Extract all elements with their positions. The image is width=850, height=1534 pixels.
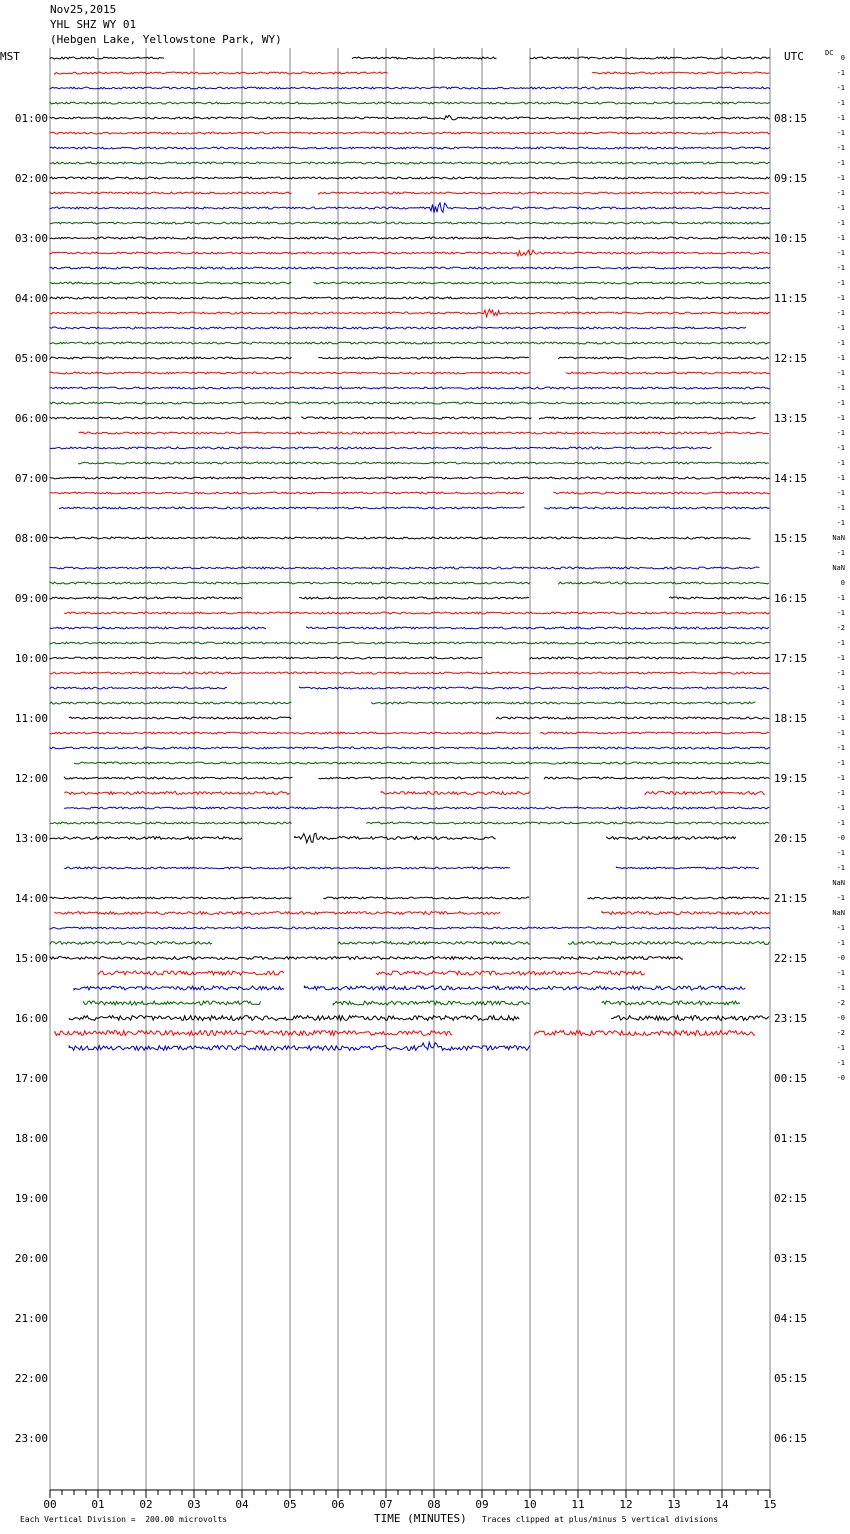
dc-offset-value: -1 bbox=[836, 114, 845, 122]
dc-offset-value: -1 bbox=[836, 354, 845, 362]
trace-line bbox=[50, 162, 770, 164]
trace-line bbox=[50, 537, 751, 539]
x-tick-label: 07 bbox=[379, 1498, 393, 1511]
x-tick-label: 13 bbox=[667, 1498, 681, 1511]
x-tick-label: 03 bbox=[187, 1498, 201, 1511]
left-hour-label: 08:00 bbox=[14, 532, 48, 545]
trace-line bbox=[319, 777, 529, 779]
trace-line bbox=[60, 507, 525, 509]
trace-line bbox=[50, 102, 770, 104]
trace-line bbox=[295, 833, 496, 843]
trace-line bbox=[588, 897, 770, 899]
dc-offset-value: -1 bbox=[836, 609, 845, 617]
dc-offset-value: -1 bbox=[836, 459, 845, 467]
left-hour-label: 01:00 bbox=[14, 112, 48, 125]
trace-line bbox=[602, 912, 770, 915]
right-hour-label: 17:15 bbox=[774, 652, 808, 665]
dc-offset-value: -0 bbox=[836, 1014, 845, 1022]
dc-offset-value: -1 bbox=[836, 504, 845, 512]
right-hour-label: 01:15 bbox=[774, 1132, 808, 1145]
trace-line bbox=[304, 986, 745, 990]
dc-offset-value: -1 bbox=[836, 489, 845, 497]
trace-line bbox=[50, 822, 292, 824]
dc-offset-value: -1 bbox=[836, 789, 845, 797]
trace-line bbox=[69, 1042, 530, 1050]
right-hour-label: 00:15 bbox=[774, 1072, 808, 1085]
left-hour-label: 07:00 bbox=[14, 472, 48, 485]
dc-offset-value: -1 bbox=[836, 369, 845, 377]
dc-offset-value: -1 bbox=[836, 159, 845, 167]
right-hour-label: 12:15 bbox=[774, 352, 808, 365]
dc-offset-value: -1 bbox=[836, 759, 845, 767]
trace-line bbox=[79, 462, 769, 464]
dc-offset-value: NaN bbox=[832, 909, 845, 917]
dc-offset-value: -1 bbox=[836, 924, 845, 932]
x-tick-label: 08 bbox=[427, 1498, 441, 1511]
trace-line bbox=[324, 897, 529, 899]
dc-offset-value: NaN bbox=[832, 534, 845, 542]
trace-line bbox=[50, 477, 770, 479]
left-hour-label: 20:00 bbox=[14, 1252, 48, 1265]
dc-offset-value: -1 bbox=[836, 684, 845, 692]
trace-line bbox=[50, 447, 712, 449]
x-tick-label: 00 bbox=[43, 1498, 57, 1511]
left-hour-label: 12:00 bbox=[14, 772, 48, 785]
trace-line bbox=[559, 357, 769, 359]
x-tick-label: 04 bbox=[235, 1498, 249, 1511]
trace-line bbox=[50, 357, 292, 359]
trace-line bbox=[612, 1016, 770, 1021]
dc-offset-value: -1 bbox=[836, 219, 845, 227]
dc-offset-value: -1 bbox=[836, 189, 845, 197]
trace-line bbox=[50, 402, 770, 404]
right-hour-label: 06:15 bbox=[774, 1432, 808, 1445]
dc-offset-value: -2 bbox=[836, 1029, 845, 1037]
dc-offset-value: -1 bbox=[836, 99, 845, 107]
trace-line bbox=[50, 222, 770, 224]
left-hour-label: 05:00 bbox=[14, 352, 48, 365]
clip-note: Traces clipped at plus/minus 5 vertical divisions bbox=[482, 1515, 719, 1524]
dc-offset-value: -1 bbox=[836, 324, 845, 332]
trace-line bbox=[50, 942, 212, 945]
dc-offset-value: -1 bbox=[836, 294, 845, 302]
trace-line bbox=[307, 627, 769, 629]
trace-line bbox=[530, 657, 770, 659]
trace-line bbox=[55, 912, 501, 915]
left-hour-label: 23:00 bbox=[14, 1432, 48, 1445]
left-hour-label: 14:00 bbox=[14, 892, 48, 905]
dc-offset-value: -1 bbox=[836, 1059, 845, 1067]
dc-offset-value: -1 bbox=[836, 129, 845, 137]
trace-line bbox=[381, 792, 530, 795]
dc-offset-value: NaN bbox=[832, 879, 845, 887]
left-hour-label: 19:00 bbox=[14, 1192, 48, 1205]
trace-line bbox=[352, 57, 496, 59]
trace-line bbox=[50, 115, 770, 120]
trace-line bbox=[50, 203, 770, 213]
right-hour-label: 21:15 bbox=[774, 892, 808, 905]
left-hour-label: 06:00 bbox=[14, 412, 48, 425]
dc-offset-value: -1 bbox=[836, 444, 845, 452]
x-axis bbox=[43, 1490, 776, 1511]
trace-line bbox=[669, 597, 770, 599]
x-tick-label: 10 bbox=[523, 1498, 537, 1511]
dc-offset-value: -1 bbox=[836, 234, 845, 242]
trace-line bbox=[50, 747, 770, 749]
left-hour-label: 17:00 bbox=[14, 1072, 48, 1085]
right-axis-label: UTC bbox=[784, 50, 804, 63]
left-hour-label: 18:00 bbox=[14, 1132, 48, 1145]
dc-offset-value: -1 bbox=[836, 309, 845, 317]
trace-line bbox=[69, 717, 291, 719]
trace-line bbox=[602, 1001, 740, 1005]
trace-line bbox=[84, 1001, 261, 1005]
trace-line bbox=[50, 297, 770, 299]
trace-line bbox=[50, 282, 292, 284]
left-axis-label: MST bbox=[0, 50, 20, 63]
x-tick-label: 15 bbox=[763, 1498, 777, 1511]
x-tick-label: 06 bbox=[331, 1498, 345, 1511]
left-hour-label: 22:00 bbox=[14, 1372, 48, 1385]
trace-line bbox=[50, 267, 770, 269]
trace-line bbox=[64, 612, 769, 614]
dc-offset-value: -1 bbox=[836, 474, 845, 482]
right-hour-label: 05:15 bbox=[774, 1372, 808, 1385]
dc-offset-value: -0 bbox=[836, 834, 845, 842]
record-date: Nov25,2015 bbox=[50, 3, 117, 16]
trace-line bbox=[64, 777, 292, 779]
trace-line bbox=[50, 342, 770, 344]
dc-offset-value: -1 bbox=[836, 549, 845, 557]
trace-line bbox=[50, 57, 164, 59]
dc-offset-value: -0 bbox=[836, 954, 845, 962]
dc-offset-value: -1 bbox=[836, 84, 845, 92]
trace-line bbox=[50, 567, 760, 569]
left-hour-label: 03:00 bbox=[14, 232, 48, 245]
dc-offset-value: -1 bbox=[836, 864, 845, 872]
trace-line bbox=[566, 372, 770, 374]
trace-line bbox=[50, 309, 770, 317]
trace-line bbox=[74, 986, 284, 990]
dc-offset-value: -1 bbox=[836, 69, 845, 77]
trace-line bbox=[300, 687, 769, 689]
x-tick-label: 14 bbox=[715, 1498, 729, 1511]
dc-offset-value: -1 bbox=[836, 939, 845, 947]
trace-line bbox=[50, 672, 770, 674]
trace-line bbox=[568, 942, 769, 945]
right-hour-label: 10:15 bbox=[774, 232, 808, 245]
dc-offset-value: -1 bbox=[836, 774, 845, 782]
trace-line bbox=[50, 327, 746, 329]
trace-line bbox=[592, 72, 769, 74]
dc-offset-value: 0 bbox=[840, 579, 845, 587]
trace-line bbox=[64, 867, 510, 869]
trace-line bbox=[645, 792, 765, 795]
trace-line bbox=[50, 177, 770, 179]
trace-line bbox=[64, 807, 769, 809]
dc-offset-value: -1 bbox=[836, 429, 845, 437]
x-tick-label: 11 bbox=[571, 1498, 585, 1511]
trace-line bbox=[50, 927, 770, 929]
right-hour-label: 23:15 bbox=[774, 1012, 808, 1025]
dc-offset-value: -2 bbox=[836, 624, 845, 632]
dc-offset-value: -1 bbox=[836, 144, 845, 152]
trace-line bbox=[50, 957, 683, 960]
right-hour-label: 03:15 bbox=[774, 1252, 808, 1265]
trace-line bbox=[55, 1031, 453, 1036]
right-hour-label: 13:15 bbox=[774, 412, 808, 425]
dc-offset-value: -1 bbox=[836, 804, 845, 812]
trace-line bbox=[333, 1001, 530, 1005]
trace-line bbox=[319, 357, 529, 359]
dc-offset-labels bbox=[832, 54, 845, 1082]
dc-offset-value: -1 bbox=[836, 699, 845, 707]
right-hour-label: 16:15 bbox=[774, 592, 808, 605]
right-hour-label: 15:15 bbox=[774, 532, 808, 545]
trace-line bbox=[50, 627, 266, 629]
dc-offset-value: -1 bbox=[836, 339, 845, 347]
trace-line bbox=[314, 282, 770, 284]
right-hour-label: 19:15 bbox=[774, 772, 808, 785]
left-hour-label: 11:00 bbox=[14, 712, 48, 725]
trace-line bbox=[302, 417, 532, 419]
dc-offset-value: -1 bbox=[836, 384, 845, 392]
right-hour-label: 04:15 bbox=[774, 1312, 808, 1325]
dc-offset-value: -1 bbox=[836, 819, 845, 827]
dc-offset-value: -1 bbox=[836, 204, 845, 212]
left-hour-label: 04:00 bbox=[14, 292, 48, 305]
trace-line bbox=[616, 867, 759, 869]
dc-offset-value: -1 bbox=[836, 594, 845, 602]
right-hour-label: 14:15 bbox=[774, 472, 808, 485]
right-hour-label: 18:15 bbox=[774, 712, 808, 725]
trace-line bbox=[98, 971, 284, 975]
trace-line bbox=[50, 192, 292, 194]
dc-offset-value: -1 bbox=[836, 279, 845, 287]
left-hour-label: 13:00 bbox=[14, 832, 48, 845]
trace-line bbox=[79, 432, 769, 434]
dc-offset-value: -2 bbox=[836, 999, 845, 1007]
x-tick-label: 01 bbox=[91, 1498, 105, 1511]
dc-offset-value: -1 bbox=[836, 174, 845, 182]
dc-offset-value: -1 bbox=[836, 654, 845, 662]
left-hour-label: 10:00 bbox=[14, 652, 48, 665]
trace-line bbox=[50, 417, 292, 419]
trace-line bbox=[50, 687, 227, 689]
dc-offset-value: -1 bbox=[836, 1044, 845, 1052]
trace-line bbox=[50, 87, 770, 89]
dc-offset-value: NaN bbox=[832, 564, 845, 572]
seismic-traces bbox=[50, 57, 770, 1051]
dc-offset-value: -1 bbox=[836, 519, 845, 527]
trace-line bbox=[50, 702, 292, 704]
time-grid bbox=[50, 48, 770, 1490]
right-hour-label: 02:15 bbox=[774, 1192, 808, 1205]
dc-offset-value: -1 bbox=[836, 729, 845, 737]
trace-line bbox=[376, 971, 645, 975]
trace-line bbox=[540, 732, 770, 734]
trace-line bbox=[50, 387, 770, 389]
dc-offset-value: -1 bbox=[836, 849, 845, 857]
trace-line bbox=[50, 250, 770, 256]
right-hour-label: 09:15 bbox=[774, 172, 808, 185]
dc-offset-value: -0 bbox=[836, 1074, 845, 1082]
trace-line bbox=[554, 492, 770, 494]
x-axis-title: TIME (MINUTES) bbox=[374, 1512, 467, 1525]
x-tick-label: 12 bbox=[619, 1498, 633, 1511]
trace-line bbox=[367, 822, 769, 824]
right-hour-label: 11:15 bbox=[774, 292, 808, 305]
station-code: YHL SHZ WY 01 bbox=[50, 18, 137, 31]
dc-offset-value: -1 bbox=[836, 399, 845, 407]
left-hour-label: 09:00 bbox=[14, 592, 48, 605]
dc-label: DC bbox=[825, 49, 834, 57]
scale-note: Each Vertical Division = 200.00 microvolts bbox=[20, 1515, 228, 1524]
dc-offset-value: -1 bbox=[836, 249, 845, 257]
left-hour-label: 15:00 bbox=[14, 952, 48, 965]
trace-line bbox=[496, 717, 769, 719]
trace-line bbox=[50, 657, 482, 659]
station-location: (Hebgen Lake, Yellowstone Park, WY) bbox=[50, 33, 282, 46]
x-tick-label: 02 bbox=[139, 1498, 153, 1511]
trace-line bbox=[559, 582, 769, 584]
dc-offset-value: -1 bbox=[836, 264, 845, 272]
trace-line bbox=[50, 132, 770, 134]
right-hour-label: 20:15 bbox=[774, 832, 808, 845]
trace-line bbox=[50, 897, 292, 899]
dc-offset-value: -1 bbox=[836, 639, 845, 647]
trace-line bbox=[540, 417, 756, 419]
left-hour-label: 02:00 bbox=[14, 172, 48, 185]
trace-line bbox=[50, 237, 770, 239]
dc-offset-value: -1 bbox=[836, 984, 845, 992]
x-tick-label: 09 bbox=[475, 1498, 489, 1511]
left-hour-label: 21:00 bbox=[14, 1312, 48, 1325]
dc-offset-value: 0 bbox=[840, 54, 845, 62]
left-hour-label: 16:00 bbox=[14, 1012, 48, 1025]
right-hour-label: 08:15 bbox=[774, 112, 808, 125]
dc-offset-value: -1 bbox=[836, 744, 845, 752]
dc-offset-value: -1 bbox=[836, 714, 845, 722]
x-tick-label: 05 bbox=[283, 1498, 297, 1511]
dc-offset-value: -1 bbox=[836, 894, 845, 902]
dc-offset-value: -1 bbox=[836, 414, 845, 422]
dc-offset-value: -1 bbox=[836, 969, 845, 977]
trace-line bbox=[530, 57, 770, 59]
dc-offset-value: -1 bbox=[836, 669, 845, 677]
trace-line bbox=[300, 597, 529, 599]
trace-line bbox=[50, 492, 524, 494]
right-hour-label: 22:15 bbox=[774, 952, 808, 965]
trace-line bbox=[74, 762, 770, 764]
trace-line bbox=[69, 1016, 519, 1021]
trace-line bbox=[50, 147, 770, 149]
trace-line bbox=[50, 642, 770, 644]
trace-line bbox=[372, 702, 756, 704]
